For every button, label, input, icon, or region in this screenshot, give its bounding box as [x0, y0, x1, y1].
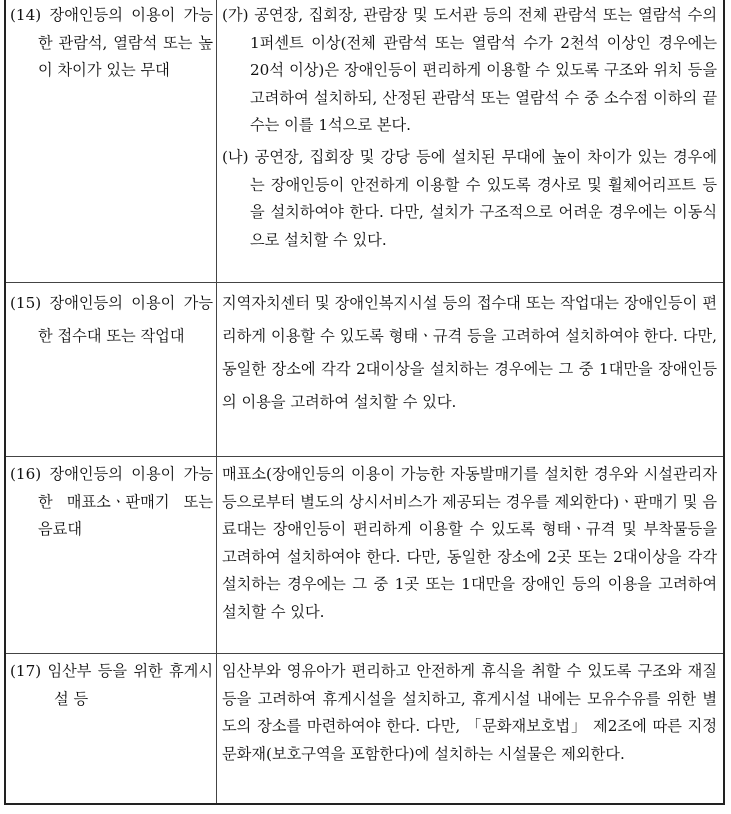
row-label: (15) 장애인등의 이용이 가능한 접수대 또는 작업대: [10, 294, 213, 345]
row-label: (16) 장애인등의 이용이 가능한 매표소ㆍ판매기 또는 음료대: [10, 465, 213, 539]
row-content-cell: [217, 0, 725, 283]
row-label: (17) 임산부 등을 위한 휴게시설 등: [10, 662, 213, 708]
clause-text: 매표소(장애인등의 이용이 가능한 자동발매기를 설치한 경우와 시설관리자등으로부터 별도의 상시서비스가 제공되는 경우를 제외한다)ㆍ판매기 및 음료대는 장애인등이 편리하게 이용할 수 있도록 형태ㆍ규격 및 부착물등을 고려하여 설치하여야 한다. 다만, 동일한 장소에 2곳 또는 2대이상을 각각 설치하는 경우에는 그 중 1곳 또는 1대만을 장애인 등의 이용을 고려하여 설치할 수 있다.: [222, 465, 717, 621]
row-label: (14) 장애인등의 이용이 가능한 관람석, 열람석 또는 높이 차이가 있는 무대: [10, 6, 213, 80]
table-row: [5, 0, 724, 283]
clause-text: 지역자치센터 및 장애인복지시설 등의 접수대 또는 작업대는 장애인등이 편리하게 이용할 수 있도록 형태ㆍ규격 등을 고려하여 설치하여야 한다. 다만, 동일한 장소에 각각 2대이상을 설치하는 경우에는 그 중 1대만을 장애인등의 이용을 고려하여 설치할 수 있다.: [222, 294, 717, 411]
table-row: [5, 283, 724, 457]
regulation-table: [4, 0, 725, 805]
clause-text: 임산부와 영유아가 편리하고 안전하게 휴식을 취할 수 있도록 구조와 재질 등을 고려하여 휴게시설을 설치하고, 휴게시설 내에는 모유수유를 위한 별도의 장소를 마련하여야 한다. 다만, 「문화재보호법」 제2조에 따른 지정문화재(보호구역을 포함한다)에 설치하는 시설물은 제외한다.: [222, 662, 717, 763]
row-content-cell: [217, 283, 725, 457]
clause-item: (가) 공연장, 집회장, 관람장 및 도서관 등의 전체 관람석 또는 열람석 수의 1퍼센트 이상(전체 관람석 또는 열람석 수가 2천석 이상인 경우에는 20석 이상)은 장애인등이 편리하게 이용할 수 있도록 구조와 위치 등을 고려하여 설치하되, 산정된 관람석 또는 열람석 수 중 소수점 이하의 끝수는 이를 1석으로 본다.: [222, 6, 717, 135]
row-label-cell: [5, 0, 217, 283]
row-content-cell: [217, 654, 725, 804]
row-label-cell: [5, 283, 217, 457]
row-content-cell: [217, 457, 725, 654]
table-row: [5, 457, 724, 654]
row-label-cell: [5, 457, 217, 654]
table-row: [5, 654, 724, 804]
row-label-cell: [5, 654, 217, 804]
clause-item: (나) 공연장, 집회장 및 강당 등에 설치된 무대에 높이 차이가 있는 경우에는 장애인등이 안전하게 이용할 수 있도록 경사로 및 휠체어리프트 등을 설치하여야 한다. 다만, 설치가 구조적으로 어려운 경우에는 이동식으로 설치할 수 있다.: [222, 147, 717, 249]
